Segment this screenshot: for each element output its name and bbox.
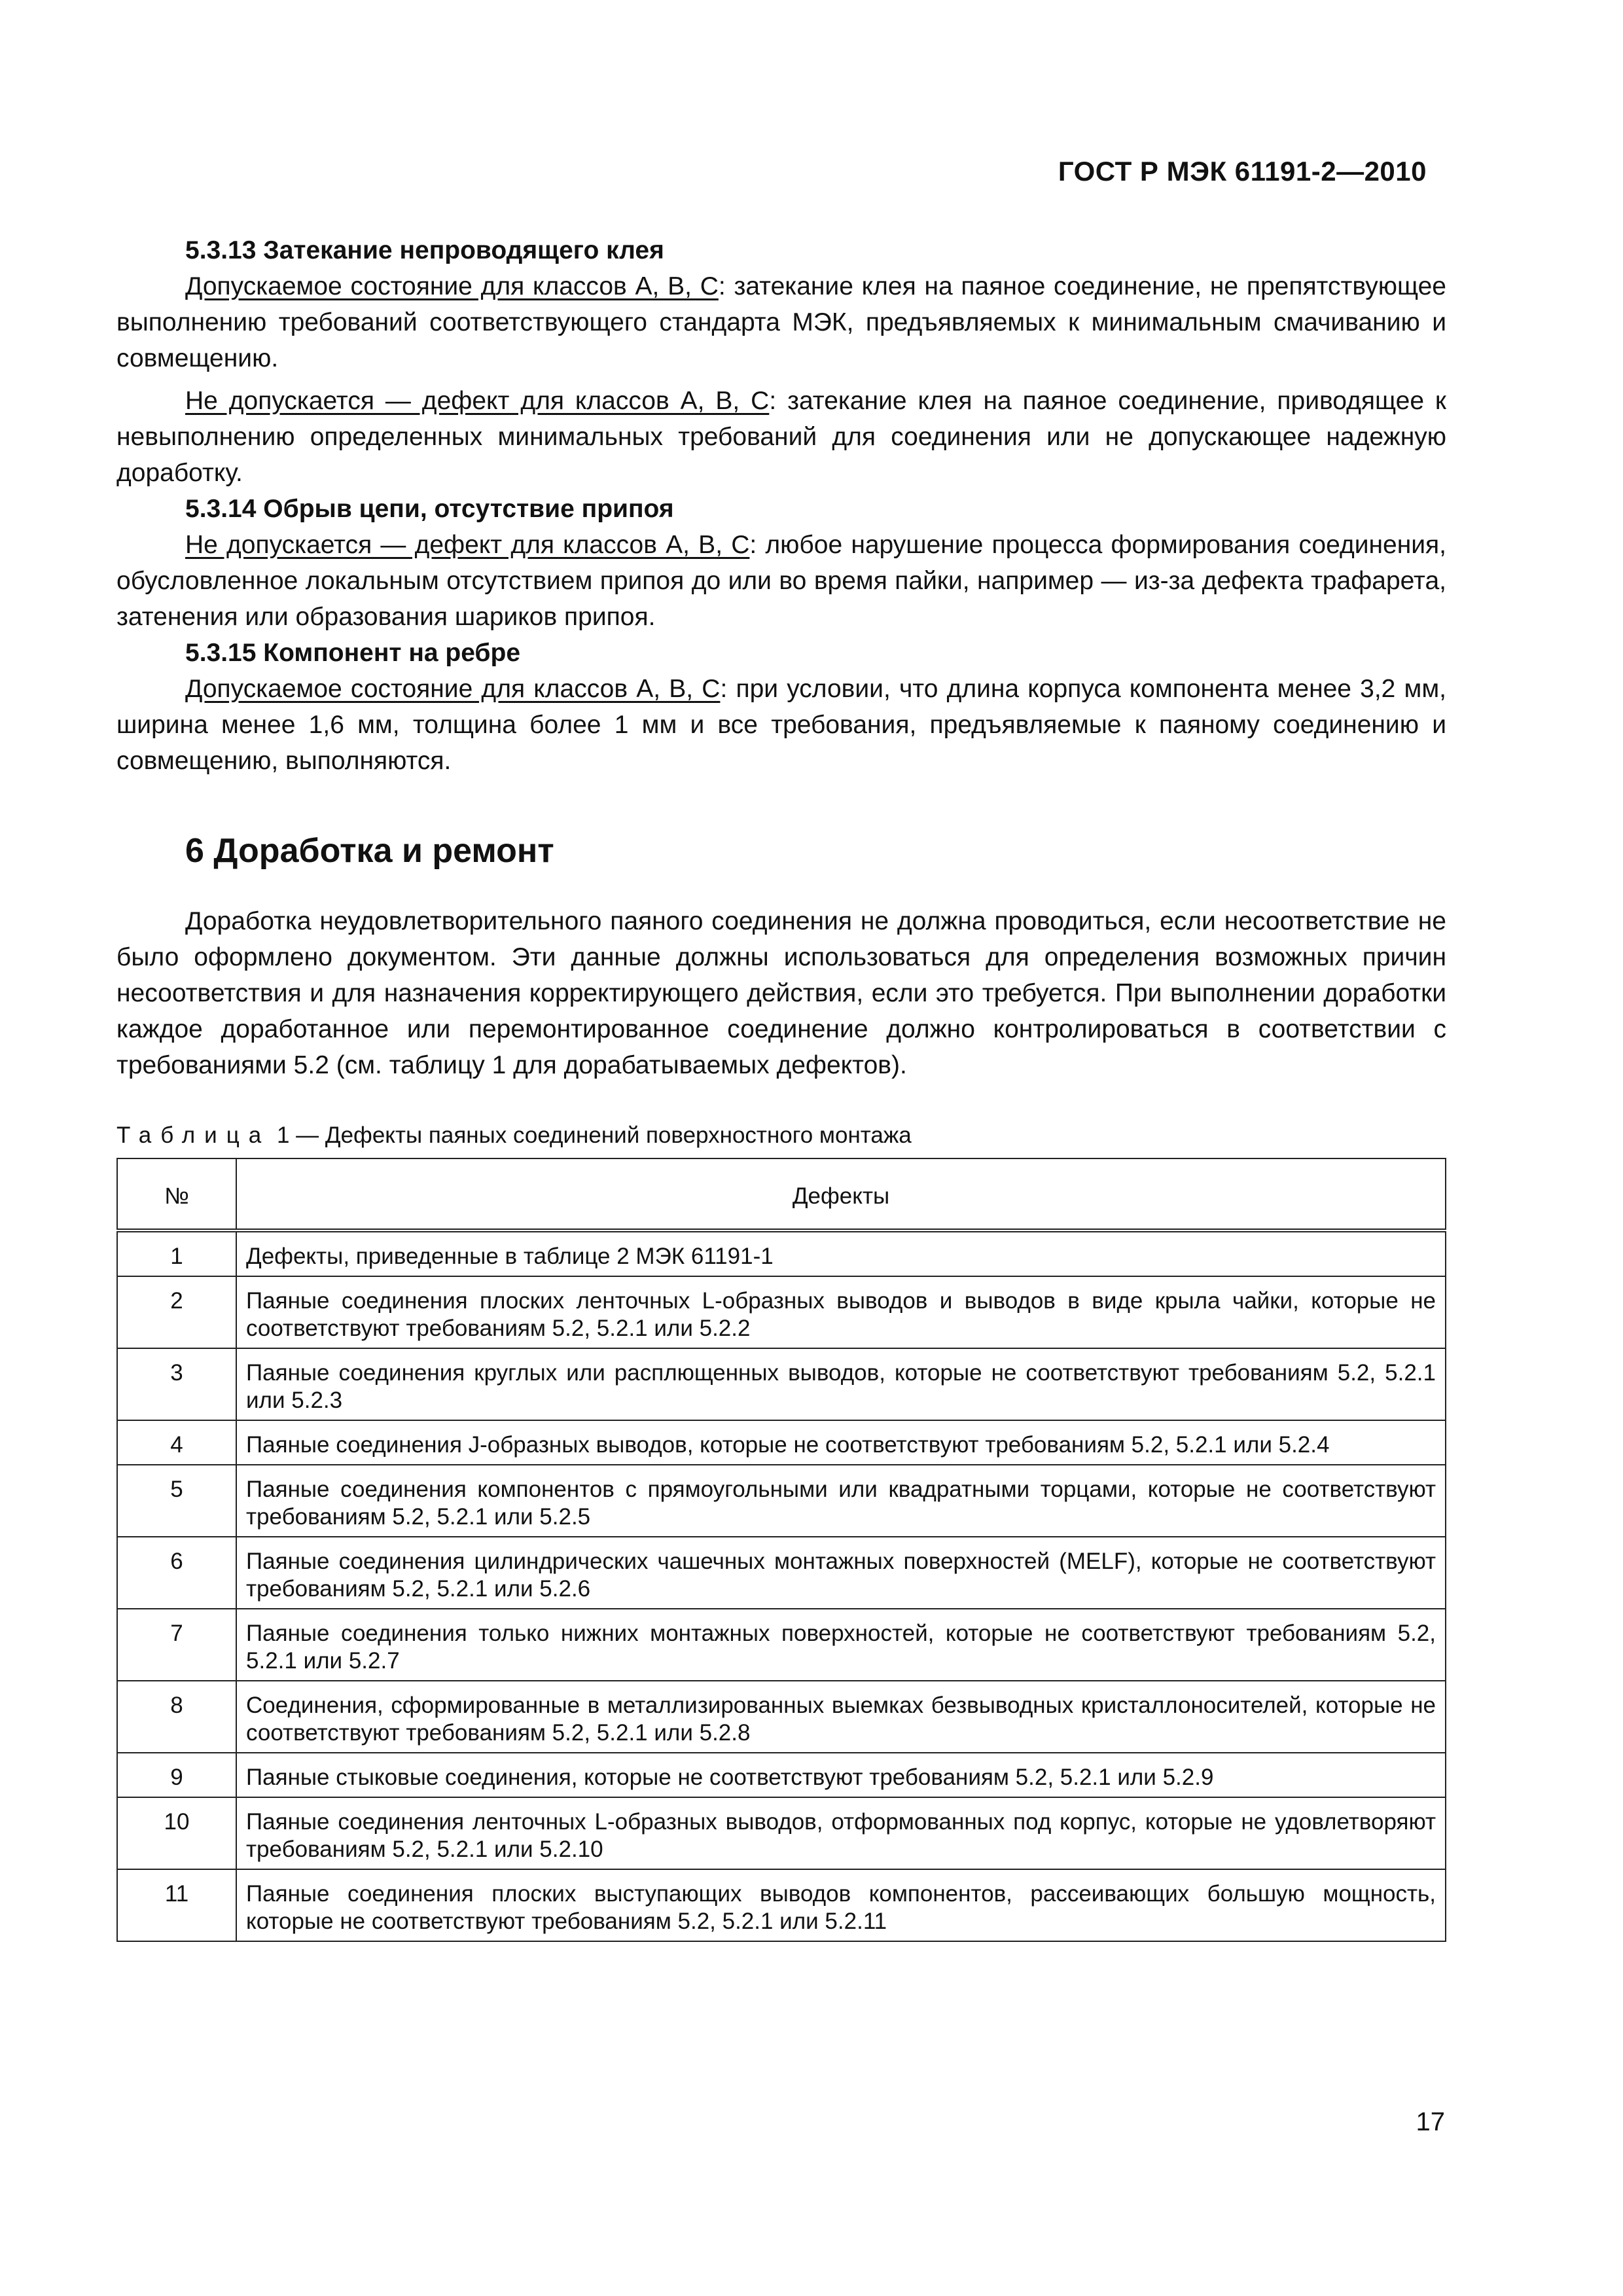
condition-label: Не допускается — дефект для классов А, В, С (185, 531, 750, 559)
condition-text: : любое нарушение процесса формирования соединения, обусловленное локальным отсутствием припоя до или во время пайки, например — из-за дефекта трафарета, затенения или образования шариков припоя. (116, 531, 1446, 631)
table-row (117, 1348, 1446, 1420)
paragraph-5-3-13-defect (116, 383, 1446, 491)
condition-text: : затекание клея на паяное соединение, приводящее к невыполнению определенных минимальных требований для соединения или не допускающее надежную доработку. (116, 387, 1446, 487)
row-defect-text: Паяные соединения только нижних монтажных поверхностей, которые не соответствуют требованиям 5.2, 5.2.1 или 5.2.7 (236, 1609, 1446, 1681)
condition-text: : затекание клея на паяное соединение, не препятствующее выполнению требований соответствующего стандарта МЭК, предъявляемых к минимальным смачиванию и совмещению. (116, 272, 1446, 372)
defects-table (116, 1158, 1446, 1942)
paragraph-section-6: Доработка неудовлетворительного паяного соединения не должна проводиться, если несоответствие не было оформлено документом. Эти данные должны использоваться для определения возможных причин несоответствия и для назначения корректирующего действия, если это требуется. При выполнении доработки каждое доработанное или перемонтированное соединение должно контролироваться в соответствии с требованиями 5.2 (см. таблицу 1 для дорабатываемых дефектов). (116, 907, 1446, 1079)
row-number: 9 (117, 1753, 236, 1797)
row-defect-text: Паяные соединения компонентов с прямоугольными или квадратными торцами, которые не соответствуют требованиям 5.2, 5.2.1 или 5.2.5 (236, 1465, 1446, 1537)
row-number: 1 (117, 1230, 236, 1276)
section-title-6: 6 Доработка и ремонт (185, 832, 554, 870)
row-number: 6 (117, 1537, 236, 1609)
row-defect-text: Дефекты, приведенные в таблице 2 МЭК 61191-1 (236, 1230, 1446, 1276)
table-row (117, 1609, 1446, 1681)
table-row (117, 1276, 1446, 1348)
column-header-number: № (117, 1158, 236, 1230)
subsection-title-5-3-13: 5.3.13 Затекание непроводящего клея (185, 236, 664, 264)
table-caption (116, 1122, 1446, 1149)
table-caption-label: Таблица (116, 1122, 271, 1148)
table-row (117, 1797, 1446, 1869)
row-defect-text: Соединения, сформированные в металлизированных выемках безвыводных кристаллоносителей, которые не соответствуют требованиям 5.2, 5.2.1 или 5.2.8 (236, 1681, 1446, 1753)
row-number: 8 (117, 1681, 236, 1753)
table-row (117, 1681, 1446, 1753)
row-number: 5 (117, 1465, 236, 1537)
row-number: 2 (117, 1276, 236, 1348)
condition-label: Не допускается — дефект для классов А, В, С (185, 387, 770, 415)
condition-label: Допускаемое состояние для классов А, В, С (185, 675, 721, 703)
table-header-row (117, 1158, 1446, 1230)
row-defect-text: Паяные соединения цилиндрических чашечных монтажных поверхностей (MELF), которые не соответствуют требованиям 5.2, 5.2.1 или 5.2.6 (236, 1537, 1446, 1609)
page-number: 17 (1416, 2108, 1445, 2136)
paragraph-5-3-13-allowed (116, 268, 1446, 376)
paragraph-5-3-14-defect (116, 527, 1446, 635)
row-number: 11 (117, 1869, 236, 1941)
table-row (117, 1420, 1446, 1465)
condition-label: Допускаемое состояние для классов А, В, С (185, 272, 719, 300)
subsection-title-5-3-15: 5.3.15 Компонент на ребре (185, 639, 521, 667)
standard-designation: ГОСТ Р МЭК 61191-2—2010 (1058, 156, 1427, 187)
table-row (117, 1869, 1446, 1941)
row-number: 4 (117, 1420, 236, 1465)
row-defect-text: Паяные стыковые соединения, которые не соответствуют требованиям 5.2, 5.2.1 или 5.2.9 (236, 1753, 1446, 1797)
page-content (116, 232, 1446, 1942)
column-header-defects: Дефекты (236, 1158, 1446, 1230)
row-defect-text: Паяные соединения круглых или расплющенных выводов, которые не соответствуют требованиям 5.2, 5.2.1 или 5.2.3 (236, 1348, 1446, 1420)
subsection-title-5-3-14: 5.3.14 Обрыв цепи, отсутствие припоя (185, 495, 674, 523)
table-row (117, 1230, 1446, 1276)
row-defect-text: Паяные соединения ленточных L-образных выводов, отформованных под корпус, которые не удовлетворяют требованиям 5.2, 5.2.1 или 5.2.10 (236, 1797, 1446, 1869)
row-number: 3 (117, 1348, 236, 1420)
row-defect-text: Паяные соединения плоских ленточных L-образных выводов и выводов в виде крыла чайки, которые не соответствуют требованиям 5.2, 5.2.1 или 5.2.2 (236, 1276, 1446, 1348)
table-row (117, 1465, 1446, 1537)
table-row (117, 1753, 1446, 1797)
paragraph-5-3-15-allowed (116, 671, 1446, 779)
row-number: 10 (117, 1797, 236, 1869)
table-row (117, 1537, 1446, 1609)
table-caption-text: 1 — Дефекты паяных соединений поверхностного монтажа (270, 1122, 912, 1148)
condition-text: : при условии, что длина корпуса компонента менее 3,2 мм, ширина менее 1,6 мм, толщина более 1 мм и все требования, предъявляемые к паяному соединению и совмещению, выполняются. (116, 675, 1447, 775)
row-number: 7 (117, 1609, 236, 1681)
row-defect-text: Паяные соединения плоских выступающих выводов компонентов, рассеивающих большую мощность, которые не соответствуют требованиям 5.2, 5.2.1 или 5.2.11 (236, 1869, 1446, 1941)
row-defect-text: Паяные соединения J-образных выводов, которые не соответствуют требованиям 5.2, 5.2.1 или 5.2.4 (236, 1420, 1446, 1465)
